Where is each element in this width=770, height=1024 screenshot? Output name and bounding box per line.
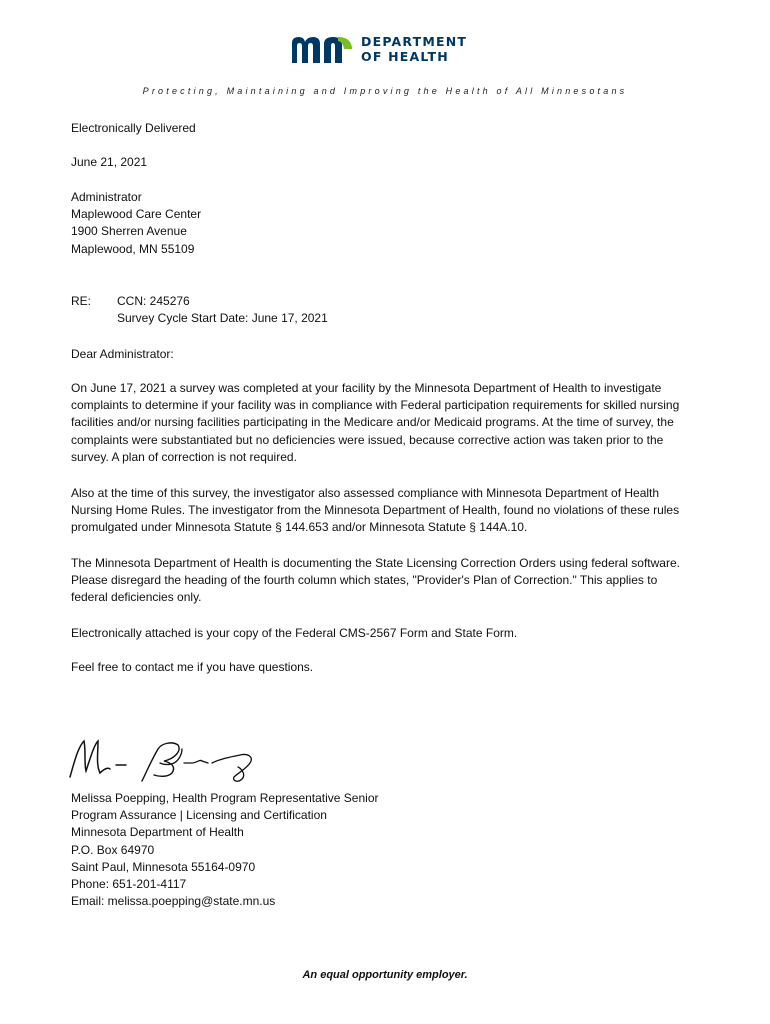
sender-block [71,790,701,910]
paragraph-3 [71,555,696,607]
re-label: RE: [71,294,92,308]
recipient-line: Administrator [71,190,142,204]
signature-image [64,733,264,785]
mdh-logo [290,33,490,69]
delivery-text: Electronically Delivered [71,121,196,135]
delivery-note [71,120,701,137]
recipient-line: Maplewood Care Center [71,207,202,222]
sender-unit: Program Assurance | Licensing and Certification [71,808,327,823]
paragraph-5 [71,659,701,676]
sender-org: Minnesota Department of Health [71,825,244,840]
paragraph-text: Electronically attached is your copy of the Federal CMS-2567 Form and State Form. [71,626,518,640]
sender-email: Email: melissa.poepping@state.mn.us [71,894,276,909]
logo-wordmark [361,34,467,64]
paragraph-text: The Minnesota Department of Health is documenting the State Licensing Correction Orders using federal software. Please disregard the heading of the fourth column which states, "Provider's Plan of Correction." This applies to federal deficiencies only. [71,556,680,605]
recipient-address [71,189,701,258]
recipient-line: Maplewood, MN 55109 [71,241,195,256]
paragraph-text: Feel free to contact me if you have questions. [71,660,314,674]
paragraph-text: On June 17, 2021 a survey was completed at your facility by the Minnesota Department of Health to investigate complaints to determine if your facility was in compliance with Federal participation requirements for skilled nursing facilities and/or nursing facilities participating in the Medicare and/or Medicaid programs. At the time of survey, the complaints were substantiated but no deficiencies were issued, because corrective action was taken prior to the survey. A plan of correction is not required. [71,381,680,464]
tagline: Protecting, Maintaining and Improving the Health of All Minnesotans [142,86,628,96]
paragraph-1 [71,380,696,466]
sender-city: Saint Paul, Minnesota 55164-0970 [71,859,256,874]
recipient-line: 1900 Sherren Avenue [71,224,187,239]
re-block [117,293,328,327]
salutation [71,346,701,363]
paragraph-4 [71,625,701,642]
sender-phone: Phone: 651-201-4117 [71,877,187,892]
ccn-text: CCN: 245276 [117,294,190,308]
paragraph-text: Also at the time of this survey, the investigator also assessed compliance with Minnesota Department of Health Nursing Home Rules. The investigator from the Minnesota Department of Health, found no violations of these rules promulgated under Minnesota Statute § 144.653 and/or Minnesota Statute § 144A.10. [71,486,680,535]
footer-text: An equal opportunity employer. [302,969,468,981]
letter-date [71,154,701,171]
mn-logo-icon [290,35,354,65]
salutation-text: Dear Administrator: [71,347,174,361]
logo-line-1: DEPARTMENT [361,34,468,49]
survey-date-text: Survey Cycle Start Date: June 17, 2021 [117,311,328,326]
paragraph-2 [71,485,696,537]
logo-line-2: OF HEALTH [361,49,449,64]
date-text: June 21, 2021 [71,155,148,169]
sender-po-box: P.O. Box 64970 [71,842,155,857]
sender-name: Melissa Poepping, Health Program Representative Senior [71,791,379,805]
